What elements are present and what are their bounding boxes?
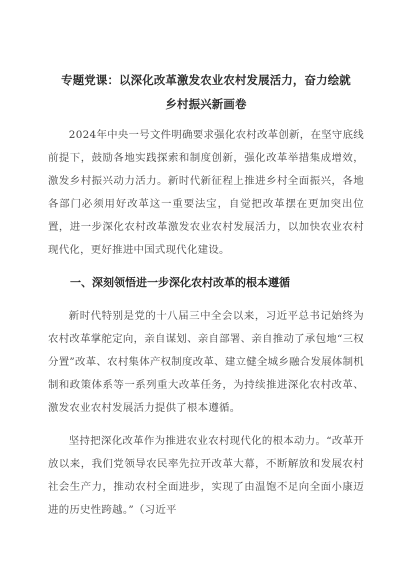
section-1-paragraph-2: 坚持把深化改革作为推进农业农村现代化的根本动力。“改革开放以来，我们党领导农民率先拉开改革大幕，不断解放和发展农村社会生产力，推动农村全面进步，实现了由温饱不足向全面小康迈进的历史性跨越。”（习近平 [48, 435, 364, 516]
document-title [48, 68, 364, 116]
paragraph-gap [48, 420, 364, 430]
document-title-line-2: 乡村振兴新画卷 [165, 97, 247, 111]
section-heading-1: 一、深刻领悟进一步深化农村改革的根本遵循 [70, 276, 290, 289]
intro-paragraph: 2024年中央一号文件明确要求强化农村改革创新，在坚守底线前提下，鼓励各地实践探索和制度创新，强化改革举措集成增效，激发乡村振兴动力活力。新时代新征程上推进乡村全面振兴，各地各部门必须用好改革这一重要法宝，自觉把改革摆在更加突出位置，进一步深化农村改革激发农业农村发展活力，以加快农业农村现代化，更好推进中国式现代化建设。 [48, 129, 364, 256]
section-1-paragraph-1: 新时代特别是党的十八届三中全会以来，习近平总书记始终为农村改革掌舵定向，亲自谋划、亲自部署、亲自推动了承包地“三权分置”改革、农村集体产权制度改革、建立健全城乡融合发展体制机制和政策体系等一系列重大改革任务，为持续推进深化农村改革、激发农业农村发展活力提供了根本遵循。 [48, 310, 364, 414]
document-title-line-1: 专题党课：以深化改革激发农业农村发展活力，奋力绘就 [61, 73, 351, 87]
